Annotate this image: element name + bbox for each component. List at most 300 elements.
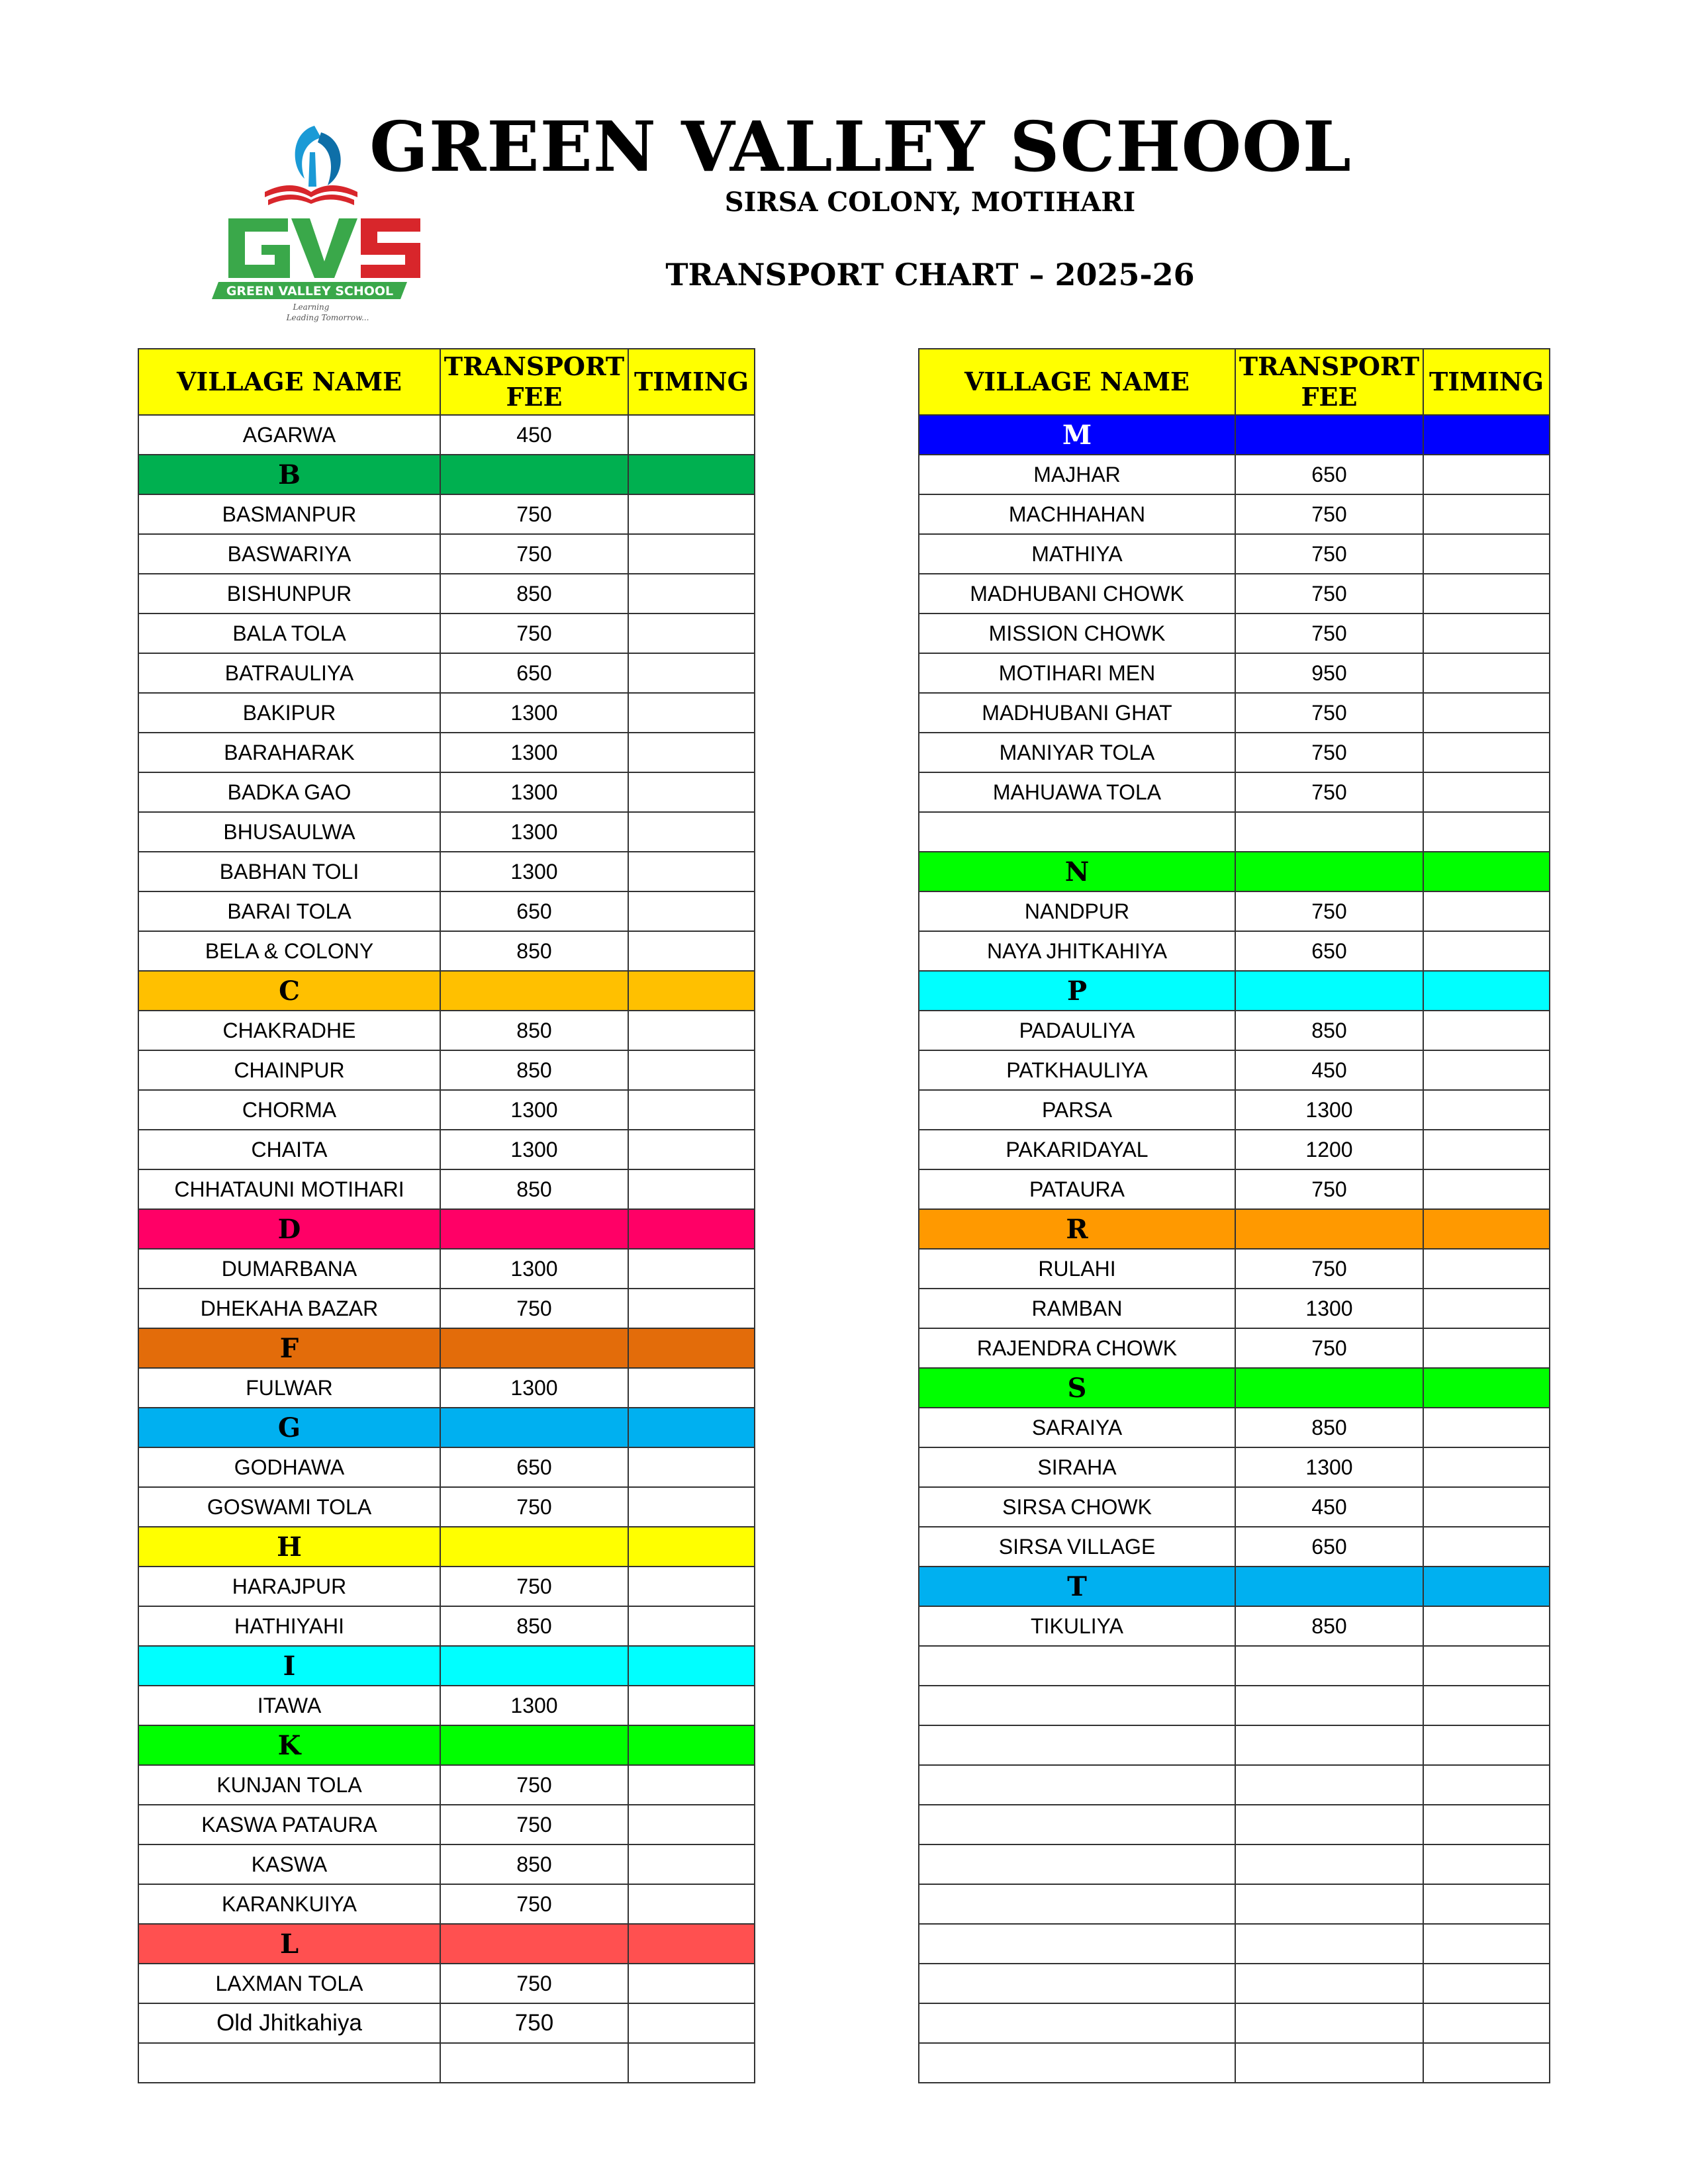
section-timing-cell xyxy=(1423,415,1550,455)
timing-cell xyxy=(1423,891,1550,931)
timing-cell xyxy=(1423,1646,1550,1686)
section-fee-cell xyxy=(1235,1368,1423,1408)
transport-fee-cell: 850 xyxy=(440,1050,628,1090)
village-name-cell: BARAHARAK xyxy=(138,733,440,772)
village-name-cell xyxy=(919,2043,1235,2083)
timing-cell xyxy=(628,693,755,733)
timing-cell xyxy=(628,1606,755,1646)
timing-cell xyxy=(628,852,755,891)
table-row xyxy=(138,1487,755,1527)
table-row xyxy=(138,415,755,455)
table-row xyxy=(138,1805,755,1844)
transport-fee-cell: 650 xyxy=(440,891,628,931)
table-row xyxy=(919,1130,1550,1169)
village-name-cell: PARSA xyxy=(919,1090,1235,1130)
transport-fee-cell xyxy=(1235,1924,1423,1964)
village-name-cell: GODHAWA xyxy=(138,1447,440,1487)
transport-fee-cell: 650 xyxy=(1235,931,1423,971)
village-name-cell: FULWAR xyxy=(138,1368,440,1408)
village-name-cell xyxy=(919,1686,1235,1725)
table-row xyxy=(919,494,1550,534)
table-row xyxy=(138,1090,755,1130)
timing-cell xyxy=(1423,1765,1550,1805)
village-name-cell: CHAINPUR xyxy=(138,1050,440,1090)
table-row xyxy=(919,534,1550,574)
table-header xyxy=(919,349,1550,415)
transport-fee-cell: 850 xyxy=(440,1169,628,1209)
village-name-cell: BAKIPUR xyxy=(138,693,440,733)
transport-fee-cell: 650 xyxy=(1235,455,1423,494)
table-row xyxy=(138,1368,755,1408)
table-row xyxy=(138,574,755,614)
timing-cell xyxy=(628,1686,755,1725)
section-row-i xyxy=(138,1646,755,1686)
timing-cell xyxy=(1423,1606,1550,1646)
transport-fee-cell: 750 xyxy=(440,1567,628,1606)
timing-cell xyxy=(628,1964,755,2003)
table-row xyxy=(919,1487,1550,1527)
table-row xyxy=(138,812,755,852)
section-row-k xyxy=(138,1725,755,1765)
table-row xyxy=(919,891,1550,931)
school-address: SIRSA COLONY, MOTIHARI xyxy=(724,187,1136,218)
village-name-cell xyxy=(919,2003,1235,2043)
transport-fee-cell: 750 xyxy=(440,494,628,534)
section-letter: G xyxy=(138,1408,440,1447)
chart-title: TRANSPORT CHART – 2025-26 xyxy=(665,257,1195,293)
village-name-cell xyxy=(919,1765,1235,1805)
section-fee-cell xyxy=(1235,415,1423,455)
transport-fee-cell: 1300 xyxy=(440,693,628,733)
village-name-cell: GOSWAMI TOLA xyxy=(138,1487,440,1527)
village-name-cell: KUNJAN TOLA xyxy=(138,1765,440,1805)
transport-fee-cell: 1300 xyxy=(440,1130,628,1169)
section-timing-cell xyxy=(628,1408,755,1447)
village-name-cell xyxy=(919,1805,1235,1844)
section-timing-cell xyxy=(1423,852,1550,891)
village-name-cell xyxy=(138,2043,440,2083)
timing-cell xyxy=(1423,1289,1550,1328)
village-name-cell: MADHUBANI CHOWK xyxy=(919,574,1235,614)
table-row xyxy=(138,614,755,653)
village-name-cell: NANDPUR xyxy=(919,891,1235,931)
table-row xyxy=(138,891,755,931)
transport-fee-cell: 750 xyxy=(440,2003,628,2043)
village-name-cell: RULAHI xyxy=(919,1249,1235,1289)
transport-fee-cell: 1300 xyxy=(1235,1447,1423,1487)
empty-row xyxy=(919,1884,1550,1924)
transport-fee-cell xyxy=(1235,812,1423,852)
section-timing-cell xyxy=(1423,971,1550,1011)
transport-table-right xyxy=(918,348,1550,2083)
empty-row xyxy=(138,2043,755,2083)
village-name-cell: HATHIYAHI xyxy=(138,1606,440,1646)
village-name-header: VILLAGE NAME xyxy=(919,349,1235,415)
table-row xyxy=(919,1606,1550,1646)
timing-cell xyxy=(628,653,755,693)
transport-fee-cell xyxy=(1235,1765,1423,1805)
table-row xyxy=(138,1130,755,1169)
village-name-cell: PAKARIDAYAL xyxy=(919,1130,1235,1169)
timing-cell xyxy=(628,1249,755,1289)
table-row xyxy=(919,1169,1550,1209)
timing-cell xyxy=(1423,1328,1550,1368)
timing-cell xyxy=(1423,2043,1550,2083)
timing-cell xyxy=(628,2003,755,2043)
transport-fee-cell xyxy=(1235,1884,1423,1924)
table-row xyxy=(138,852,755,891)
section-fee-cell xyxy=(440,971,628,1011)
section-timing-cell xyxy=(1423,1368,1550,1408)
section-row-d xyxy=(138,1209,755,1249)
transport-fee-cell xyxy=(440,2043,628,2083)
timing-cell xyxy=(628,1447,755,1487)
timing-header: TIMING xyxy=(1423,349,1550,415)
village-name-cell: PADAULIYA xyxy=(919,1011,1235,1050)
table-row xyxy=(138,931,755,971)
transport-fee-header: TRANSPORT FEE xyxy=(1235,349,1423,415)
transport-fee-cell: 650 xyxy=(440,1447,628,1487)
transport-fee-cell: 850 xyxy=(440,931,628,971)
transport-fee-cell xyxy=(1235,1844,1423,1884)
village-name-cell: CHORMA xyxy=(138,1090,440,1130)
transport-fee-cell: 450 xyxy=(440,415,628,455)
transport-fee-cell: 750 xyxy=(1235,693,1423,733)
timing-cell xyxy=(1423,614,1550,653)
timing-cell xyxy=(1423,1527,1550,1567)
section-timing-cell xyxy=(628,1725,755,1765)
timing-cell xyxy=(1423,494,1550,534)
section-timing-cell xyxy=(628,1924,755,1964)
section-row-n xyxy=(919,852,1550,891)
transport-fee-cell xyxy=(1235,1646,1423,1686)
section-letter: R xyxy=(919,1209,1235,1249)
section-letter: L xyxy=(138,1924,440,1964)
timing-cell xyxy=(1423,1130,1550,1169)
section-row-r xyxy=(919,1209,1550,1249)
table-row xyxy=(138,1964,755,2003)
transport-fee-cell: 750 xyxy=(440,614,628,653)
transport-fee-cell: 450 xyxy=(1235,1050,1423,1090)
timing-cell xyxy=(1423,1487,1550,1527)
village-name-cell: NAYA JHITKAHIYA xyxy=(919,931,1235,971)
village-name-cell: KARANKUIYA xyxy=(138,1884,440,1924)
transport-fee-cell: 750 xyxy=(440,1289,628,1328)
empty-row xyxy=(919,1964,1550,2003)
table-row xyxy=(138,494,755,534)
village-name-cell: MISSION CHOWK xyxy=(919,614,1235,653)
section-fee-cell xyxy=(1235,971,1423,1011)
timing-cell xyxy=(628,534,755,574)
section-row-c xyxy=(138,971,755,1011)
village-name-cell: SIRSA CHOWK xyxy=(919,1487,1235,1527)
timing-cell xyxy=(1423,1924,1550,1964)
timing-cell xyxy=(628,1050,755,1090)
empty-row xyxy=(919,1844,1550,1884)
section-letter: D xyxy=(138,1209,440,1249)
village-name-cell: AGARWA xyxy=(138,415,440,455)
transport-fee-cell: 750 xyxy=(1235,1249,1423,1289)
empty-row xyxy=(919,1725,1550,1765)
timing-cell xyxy=(1423,1844,1550,1884)
section-letter: T xyxy=(919,1567,1235,1606)
village-name-cell: DUMARBANA xyxy=(138,1249,440,1289)
village-name-cell: MAJHAR xyxy=(919,455,1235,494)
table-row xyxy=(138,1686,755,1725)
timing-cell xyxy=(1423,1249,1550,1289)
timing-cell xyxy=(1423,1090,1550,1130)
timing-cell xyxy=(1423,1964,1550,2003)
timing-cell xyxy=(1423,812,1550,852)
table-row xyxy=(919,1447,1550,1487)
table-row xyxy=(919,574,1550,614)
transport-fee-cell: 850 xyxy=(1235,1011,1423,1050)
timing-cell xyxy=(1423,534,1550,574)
village-name-cell: TIKULIYA xyxy=(919,1606,1235,1646)
village-name-cell: BELA & COLONY xyxy=(138,931,440,971)
section-letter: S xyxy=(919,1368,1235,1408)
section-row-p xyxy=(919,971,1550,1011)
transport-fee-cell: 750 xyxy=(440,1884,628,1924)
village-name-cell xyxy=(919,1646,1235,1686)
timing-cell xyxy=(628,1130,755,1169)
transport-fee-cell: 750 xyxy=(1235,772,1423,812)
village-name-cell xyxy=(919,1964,1235,2003)
table-row xyxy=(919,693,1550,733)
transport-fee-cell: 850 xyxy=(440,574,628,614)
village-name-cell: MANIYAR TOLA xyxy=(919,733,1235,772)
transport-fee-cell: 850 xyxy=(440,1606,628,1646)
section-letter: C xyxy=(138,971,440,1011)
table-row xyxy=(138,1249,755,1289)
table-row xyxy=(919,1011,1550,1050)
timing-cell xyxy=(628,1765,755,1805)
table-row xyxy=(138,1884,755,1924)
section-timing-cell xyxy=(628,1646,755,1686)
transport-fee-cell: 1300 xyxy=(440,852,628,891)
timing-cell xyxy=(628,812,755,852)
village-name-cell: DHEKAHA BAZAR xyxy=(138,1289,440,1328)
table-row xyxy=(138,1169,755,1209)
transport-fee-cell: 1300 xyxy=(440,812,628,852)
table-row xyxy=(138,2003,755,2043)
transport-fee-cell: 750 xyxy=(440,1964,628,2003)
village-name-cell: BASMANPUR xyxy=(138,494,440,534)
transport-fee-cell: 1300 xyxy=(440,1686,628,1725)
transport-fee-cell: 750 xyxy=(1235,574,1423,614)
svg-text:Learning: Learning xyxy=(293,302,330,312)
timing-cell xyxy=(628,1487,755,1527)
table-row xyxy=(919,1289,1550,1328)
empty-row xyxy=(919,812,1550,852)
table-row xyxy=(138,1606,755,1646)
section-letter: I xyxy=(138,1646,440,1686)
village-name-cell: RAMBAN xyxy=(919,1289,1235,1328)
section-row-g xyxy=(138,1408,755,1447)
timing-cell xyxy=(628,1805,755,1844)
transport-fee-cell: 750 xyxy=(1235,733,1423,772)
section-fee-cell xyxy=(440,1408,628,1447)
village-name-cell: BASWARIYA xyxy=(138,534,440,574)
section-letter: B xyxy=(138,455,440,494)
village-name-cell: Old Jhitkahiya xyxy=(138,2003,440,2043)
section-letter: F xyxy=(138,1328,440,1368)
transport-fee-cell: 750 xyxy=(440,534,628,574)
timing-cell xyxy=(1423,1805,1550,1844)
timing-cell xyxy=(1423,1408,1550,1447)
village-name-cell: CHAKRADHE xyxy=(138,1011,440,1050)
section-fee-cell xyxy=(1235,852,1423,891)
table-row xyxy=(919,931,1550,971)
section-timing-cell xyxy=(628,971,755,1011)
table-row xyxy=(138,1289,755,1328)
village-name-cell: PATAURA xyxy=(919,1169,1235,1209)
village-name-cell: BISHUNPUR xyxy=(138,574,440,614)
village-name-header: VILLAGE NAME xyxy=(138,349,440,415)
section-letter: P xyxy=(919,971,1235,1011)
timing-cell xyxy=(1423,455,1550,494)
timing-cell xyxy=(628,2043,755,2083)
village-name-cell: BABHAN TOLI xyxy=(138,852,440,891)
timing-cell xyxy=(628,1844,755,1884)
section-fee-cell xyxy=(440,1527,628,1567)
village-name-cell xyxy=(919,812,1235,852)
table-row xyxy=(138,1050,755,1090)
timing-cell xyxy=(1423,733,1550,772)
timing-cell xyxy=(1423,1725,1550,1765)
transport-fee-cell: 1300 xyxy=(440,1249,628,1289)
table-row xyxy=(919,653,1550,693)
section-timing-cell xyxy=(628,1209,755,1249)
section-fee-cell xyxy=(440,455,628,494)
village-name-cell: LAXMAN TOLA xyxy=(138,1964,440,2003)
svg-text:Leading Tomorrow...: Leading Tomorrow... xyxy=(286,313,369,322)
table-row xyxy=(919,733,1550,772)
transport-fee-cell: 850 xyxy=(1235,1606,1423,1646)
empty-row xyxy=(919,1765,1550,1805)
transport-fee-cell xyxy=(1235,2003,1423,2043)
timing-cell xyxy=(1423,772,1550,812)
section-fee-cell xyxy=(1235,1209,1423,1249)
section-letter: M xyxy=(919,415,1235,455)
table-row xyxy=(138,1447,755,1487)
section-timing-cell xyxy=(1423,1209,1550,1249)
transport-fee-cell: 850 xyxy=(440,1844,628,1884)
transport-fee-cell: 750 xyxy=(1235,614,1423,653)
village-name-cell xyxy=(919,1844,1235,1884)
table-row xyxy=(138,1011,755,1050)
timing-cell xyxy=(628,1884,755,1924)
village-name-cell: CHHATAUNI MOTIHARI xyxy=(138,1169,440,1209)
timing-cell xyxy=(1423,1447,1550,1487)
timing-cell xyxy=(628,772,755,812)
transport-fee-cell: 750 xyxy=(1235,891,1423,931)
village-name-cell: MACHHAHAN xyxy=(919,494,1235,534)
timing-cell xyxy=(628,1169,755,1209)
village-name-cell: BARAI TOLA xyxy=(138,891,440,931)
transport-fee-cell: 1200 xyxy=(1235,1130,1423,1169)
empty-row xyxy=(919,1686,1550,1725)
timing-cell xyxy=(628,1090,755,1130)
section-fee-cell xyxy=(440,1924,628,1964)
village-name-cell: SIRAHA xyxy=(919,1447,1235,1487)
empty-row xyxy=(919,2003,1550,2043)
table-row xyxy=(919,1408,1550,1447)
village-name-cell: HARAJPUR xyxy=(138,1567,440,1606)
timing-cell xyxy=(628,733,755,772)
transport-fee-cell: 850 xyxy=(440,1011,628,1050)
section-timing-cell xyxy=(1423,1567,1550,1606)
section-timing-cell xyxy=(628,1328,755,1368)
timing-cell xyxy=(628,614,755,653)
timing-cell xyxy=(1423,1169,1550,1209)
table-row xyxy=(919,1090,1550,1130)
transport-fee-cell: 950 xyxy=(1235,653,1423,693)
village-name-cell: MAHUAWA TOLA xyxy=(919,772,1235,812)
village-name-cell: CHAITA xyxy=(138,1130,440,1169)
timing-cell xyxy=(628,415,755,455)
village-name-cell: PATKHAULIYA xyxy=(919,1050,1235,1090)
table-row xyxy=(919,1249,1550,1289)
section-row-f xyxy=(138,1328,755,1368)
transport-fee-cell: 650 xyxy=(1235,1527,1423,1567)
transport-table-left xyxy=(138,348,755,2083)
transport-fee-cell: 750 xyxy=(440,1765,628,1805)
timing-cell xyxy=(1423,574,1550,614)
transport-fee-cell xyxy=(1235,1964,1423,2003)
transport-fee-cell: 1300 xyxy=(440,733,628,772)
table-header xyxy=(138,349,755,415)
section-timing-cell xyxy=(628,455,755,494)
empty-row xyxy=(919,1646,1550,1686)
village-name-cell: KASWA PATAURA xyxy=(138,1805,440,1844)
transport-fee-cell: 1300 xyxy=(440,1368,628,1408)
section-letter: H xyxy=(138,1527,440,1567)
section-fee-cell xyxy=(440,1646,628,1686)
table-row xyxy=(919,455,1550,494)
transport-fee-cell xyxy=(1235,2043,1423,2083)
section-letter: N xyxy=(919,852,1235,891)
timing-cell xyxy=(628,1368,755,1408)
transport-fee-cell: 750 xyxy=(440,1487,628,1527)
table-row xyxy=(138,1844,755,1884)
section-fee-cell xyxy=(440,1328,628,1368)
timing-cell xyxy=(1423,1686,1550,1725)
village-name-cell xyxy=(919,1924,1235,1964)
section-timing-cell xyxy=(628,1527,755,1567)
timing-cell xyxy=(628,1289,755,1328)
timing-cell xyxy=(628,574,755,614)
transport-fee-cell: 1300 xyxy=(1235,1289,1423,1328)
section-row-t xyxy=(919,1567,1550,1606)
section-fee-cell xyxy=(1235,1567,1423,1606)
transport-fee-cell: 750 xyxy=(1235,494,1423,534)
transport-fee-cell: 1300 xyxy=(440,1090,628,1130)
village-name-cell: BHUSAULWA xyxy=(138,812,440,852)
village-name-cell: SARAIYA xyxy=(919,1408,1235,1447)
table-row xyxy=(138,733,755,772)
transport-fee-cell xyxy=(1235,1805,1423,1844)
transport-fee-cell xyxy=(1235,1725,1423,1765)
timing-cell xyxy=(1423,931,1550,971)
village-name-cell: MOTIHARI MEN xyxy=(919,653,1235,693)
table-row xyxy=(919,1050,1550,1090)
section-row-b xyxy=(138,455,755,494)
school-name: GREEN VALLEY SCHOOL xyxy=(369,106,1352,187)
transport-fee-cell: 1300 xyxy=(440,772,628,812)
village-name-cell xyxy=(919,1725,1235,1765)
timing-cell xyxy=(1423,1050,1550,1090)
